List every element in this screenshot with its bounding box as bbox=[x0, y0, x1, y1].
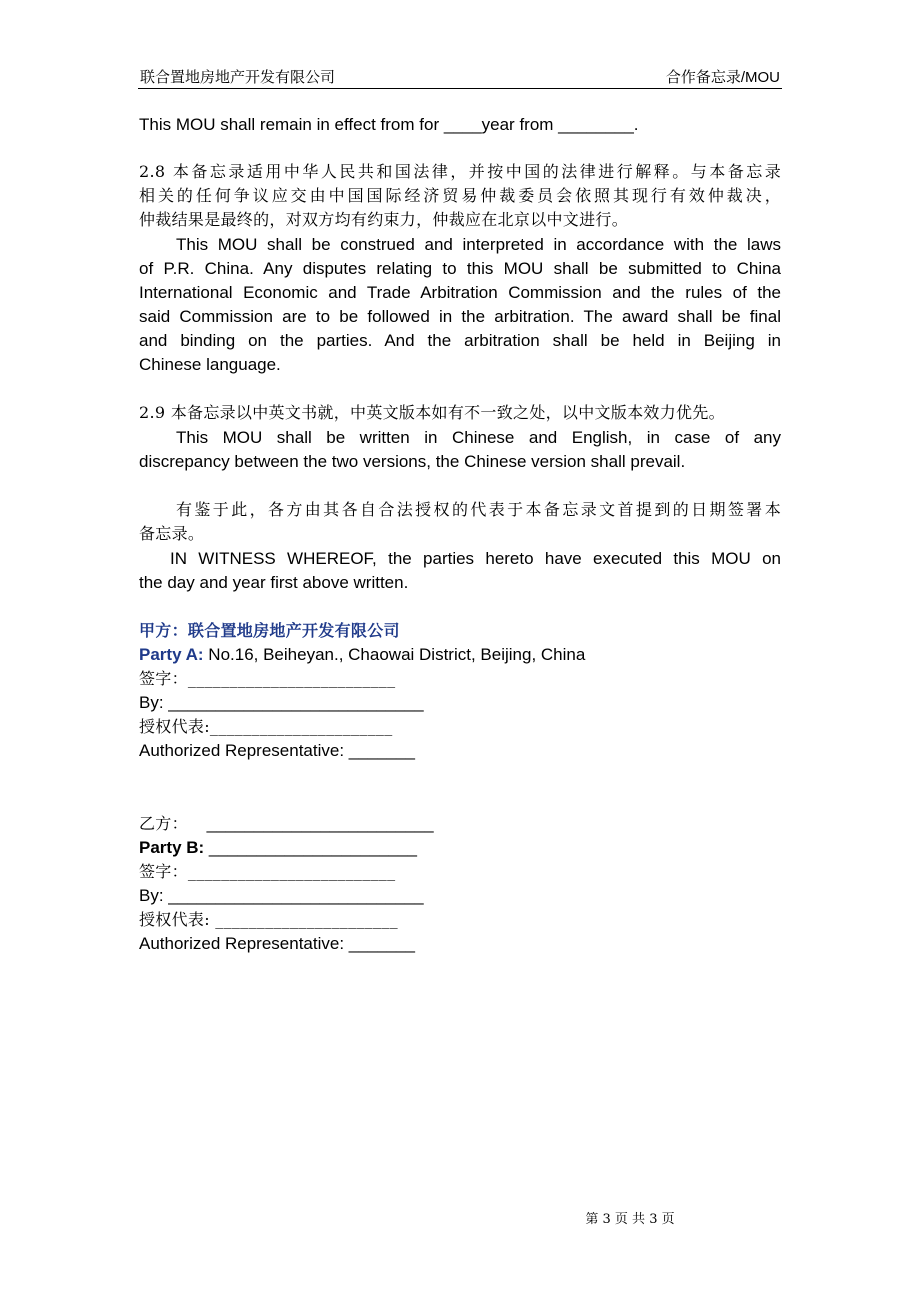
party-a-by: By: ___________________________ bbox=[139, 693, 424, 712]
party-b-signature-zh: 签字：_________________________ bbox=[139, 862, 396, 881]
clause-2-8-zh-line-2: 相关的任何争议应交由中国国际经济贸易仲裁委员会依照其现行有效仲裁决， bbox=[139, 186, 781, 205]
party-a-rep-en: Authorized Representative: _______ bbox=[139, 741, 415, 760]
party-a-address-line bbox=[139, 645, 585, 665]
party-a-address: No.16, Beiheyan., Chaowai District, Beijing, China bbox=[203, 645, 586, 664]
party-b-zh-line bbox=[139, 814, 434, 834]
party-b-en-label: Party B: bbox=[139, 838, 205, 857]
effect-term: This MOU shall remain in effect from for ____year from ________. bbox=[139, 115, 639, 134]
witness-zh-line-2: 备忘录。 bbox=[139, 524, 205, 543]
party-b-rep-zh: 授权代表: ______________________ bbox=[139, 910, 398, 929]
party-a-zh-label: 甲方：联合置地房地产开发有限公司 bbox=[139, 621, 400, 640]
clause-2-8-en-line-3: International Economic and Trade Arbitration Commission and the rules of the bbox=[139, 283, 781, 302]
header-divider bbox=[138, 88, 782, 89]
witness-zh-line-1: 有鉴于此，各方由其各自合法授权的代表于本备忘录文首提到的日期签署本 bbox=[176, 500, 781, 519]
header-company: 联合置地房地产开发有限公司 bbox=[140, 68, 336, 86]
clause-2-9-en-line-2: discrepancy between the two versions, the Chinese version shall prevail. bbox=[139, 452, 686, 471]
party-b-en-blank: ______________________ bbox=[204, 838, 417, 857]
clause-2-8-en-line-1: This MOU shall be construed and interpreted in accordance with the laws bbox=[176, 235, 781, 254]
party-a-en-label: Party A: bbox=[139, 645, 204, 664]
party-b-zh-blank: ________________________ bbox=[201, 814, 434, 833]
clause-2-8-en-line-4: said Commission are to be followed in the arbitration. The award shall be final bbox=[139, 307, 781, 326]
party-a-signature-zh: 签字：_________________________ bbox=[139, 669, 396, 688]
clause-2-8-en-line-5: and binding on the parties. And the arbitration shall be held in Beijing in bbox=[139, 331, 781, 350]
clause-2-8-zh-line-3: 仲裁结果是最终的，对双方均有约束力，仲裁应在北京以中文进行。 bbox=[139, 210, 629, 229]
party-a-rep-zh: 授权代表:______________________ bbox=[139, 717, 393, 736]
clause-2-8-en-line-2: of P.R. China. Any disputes relating to this MOU shall be submitted to China bbox=[139, 259, 781, 278]
party-b-by: By: ___________________________ bbox=[139, 886, 424, 905]
party-b-en-line bbox=[139, 838, 417, 858]
clause-2-8-en-line-6: Chinese language. bbox=[139, 355, 281, 374]
party-b-zh-label: 乙方： bbox=[139, 814, 188, 833]
witness-en-line-1: IN WITNESS WHEREOF, the parties hereto have executed this MOU on bbox=[170, 549, 781, 568]
party-b-rep-en: Authorized Representative: _______ bbox=[139, 934, 415, 953]
header-doc-title: 合作备忘录/MOU bbox=[665, 69, 780, 86]
clause-2-8-zh-line-1: 2.8 本备忘录适用中华人民共和国法律，并按中国的法律进行解释。与本备忘录 bbox=[139, 162, 781, 181]
witness-en-line-2: the day and year first above written. bbox=[139, 573, 409, 592]
clause-2-9-en-line-1: This MOU shall be written in Chinese and English, in case of any bbox=[176, 428, 781, 447]
clause-2-9-zh: 2.9 本备忘录以中英文书就，中英文版本如有不一致之处，以中文版本效力优先。 bbox=[139, 403, 725, 422]
page-number: 第 3 页 共 3 页 bbox=[585, 1212, 675, 1227]
